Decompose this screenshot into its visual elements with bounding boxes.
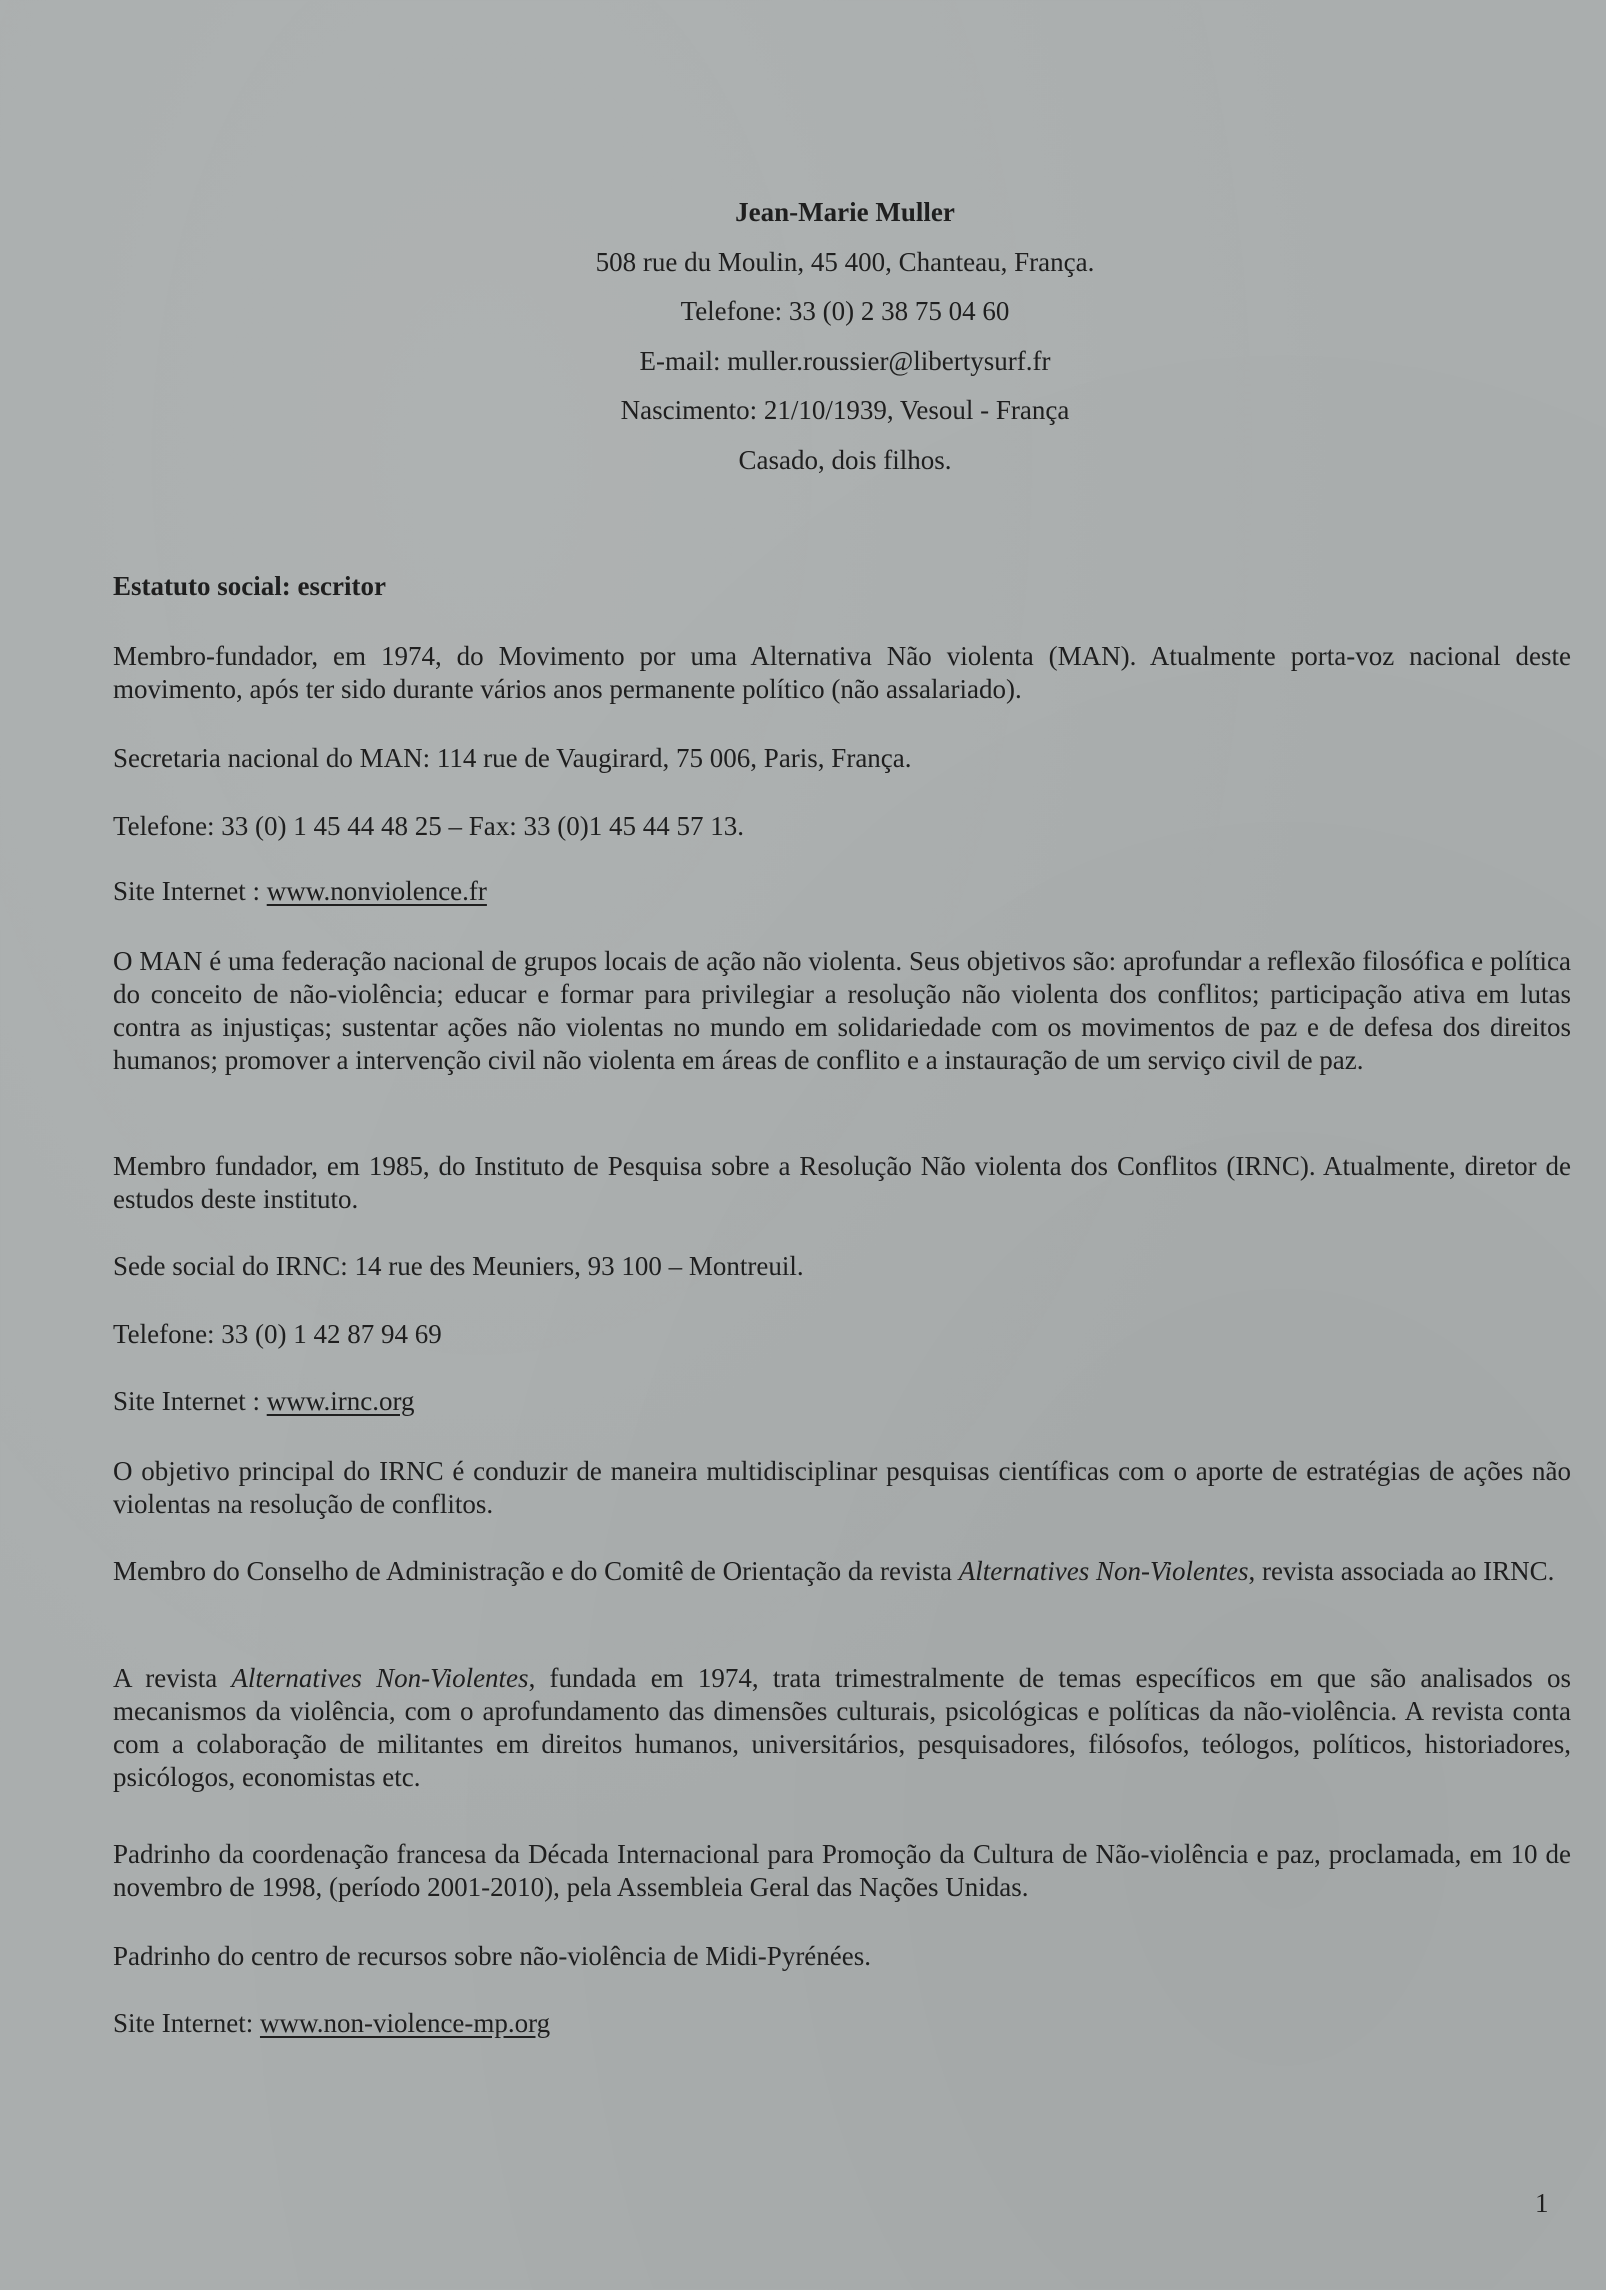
revista-title: Alternatives Non-Violentes	[231, 1663, 529, 1693]
irnc-intro-paragraph: Membro fundador, em 1985, do Instituto de Pesquisa sobre a Resolução Não violenta dos Conflitos (IRNC). Atualmente, diretor de estudos deste instituto.	[113, 1151, 1571, 1214]
revista-description-paragraph	[113, 1662, 1571, 1794]
contact-header	[0, 188, 1606, 485]
status-heading: Estatuto social: escritor	[113, 571, 386, 601]
page-number: 1	[1535, 2188, 1549, 2218]
man-phone-fax: Telefone: 33 (0) 1 45 44 48 25 – Fax: 33 (0)1 45 44 57 13.	[113, 811, 745, 841]
man-secretariat: Secretaria nacional do MAN: 114 rue de Vaugirard, 75 006, Paris, França.	[113, 743, 912, 773]
address: 508 rue du Moulin, 45 400, Chanteau, França.	[595, 246, 1095, 277]
email: E-mail: muller.roussier@libertysurf.fr	[639, 345, 1051, 376]
midi-pyrenees-paragraph: Padrinho do centro de recursos sobre não-violência de Midi-Pyrénées.	[113, 1941, 872, 1971]
irnc-seat: Sede social do IRNC: 14 rue des Meuniers, 93 100 – Montreuil.	[113, 1251, 804, 1281]
revista-board-paragraph	[113, 1555, 1571, 1588]
revista-board-text-end: , revista associada ao IRNC.	[1248, 1556, 1555, 1586]
midi-site-label: Site Internet:	[113, 2008, 260, 2038]
revista-board-text: Membro do Conselho de Administração e do Comitê de Orientação da revista	[113, 1556, 959, 1586]
man-site	[113, 875, 1571, 908]
man-intro-paragraph: Membro-fundador, em 1974, do Movimento por uma Alternativa Não violenta (MAN). Atualmente porta-voz nacional deste movimento, após ter sido durante vários anos permanente político (não assalariado).	[113, 641, 1571, 704]
phone: Telefone: 33 (0) 2 38 75 04 60	[680, 296, 1010, 326]
irnc-objective-paragraph: O objetivo principal do IRNC é conduzir de maneira multidisciplinar pesquisas científicas com o aporte de estratégias de ações não violentas na resolução de conflitos.	[113, 1456, 1571, 1519]
author-name: Jean-Marie Muller	[735, 197, 955, 227]
revista-title: Alternatives Non-Violentes	[958, 1556, 1249, 1586]
man-site-label: Site Internet :	[113, 876, 267, 906]
irnc-site-link[interactable]: www.irnc.org	[266, 1386, 415, 1416]
irnc-site	[113, 1385, 1571, 1418]
midi-site-link[interactable]: www.non-violence-mp.org	[259, 2008, 551, 2038]
family-status: Casado, dois filhos.	[738, 444, 952, 475]
decade-paragraph: Padrinho da coordenação francesa da Década Internacional para Promoção da Cultura de Não-violência e paz, proclamada, em 10 de novembro de 1998, (período 2001-2010), pela Assembleia Geral das Nações Unidas.	[113, 1839, 1571, 1902]
revista-desc-start: A revista	[113, 1663, 232, 1693]
irnc-site-label: Site Internet :	[113, 1386, 267, 1416]
birth-info: Nascimento: 21/10/1939, Vesoul - França	[620, 395, 1070, 425]
midi-site	[113, 2007, 1571, 2040]
man-description-paragraph: O MAN é uma federação nacional de grupos locais de ação não violenta. Seus objetivos são: aprofundar a reflexão filosófica e política do conceito de não-violência; educar e formar para privilegiar a resolução não violenta dos conflitos; participação ativa em lutas contra as injustiças; sustentar ações não violentas no mundo em solidariedade com os movimentos de paz e de defesa dos direitos humanos; promover a intervenção civil não violenta em áreas de conflito e a instauração de um serviço civil de paz.	[113, 946, 1571, 1075]
man-site-link[interactable]: www.nonviolence.fr	[266, 876, 487, 906]
revista-desc-text: , fundada em 1974, trata trimestralmente de temas específicos em que são analisados os mecanismos da violência, com o aprofundamento das dimensões culturais, psicológicas e políticas da não-violência. A revista conta com a colaboração de militantes em direitos humanos, universitários, pesquisadores, filósofos, teólogos, políticos, historiadores, psicólogos, economistas etc.	[113, 1663, 1572, 1792]
irnc-phone: Telefone: 33 (0) 1 42 87 94 69	[113, 1319, 442, 1349]
